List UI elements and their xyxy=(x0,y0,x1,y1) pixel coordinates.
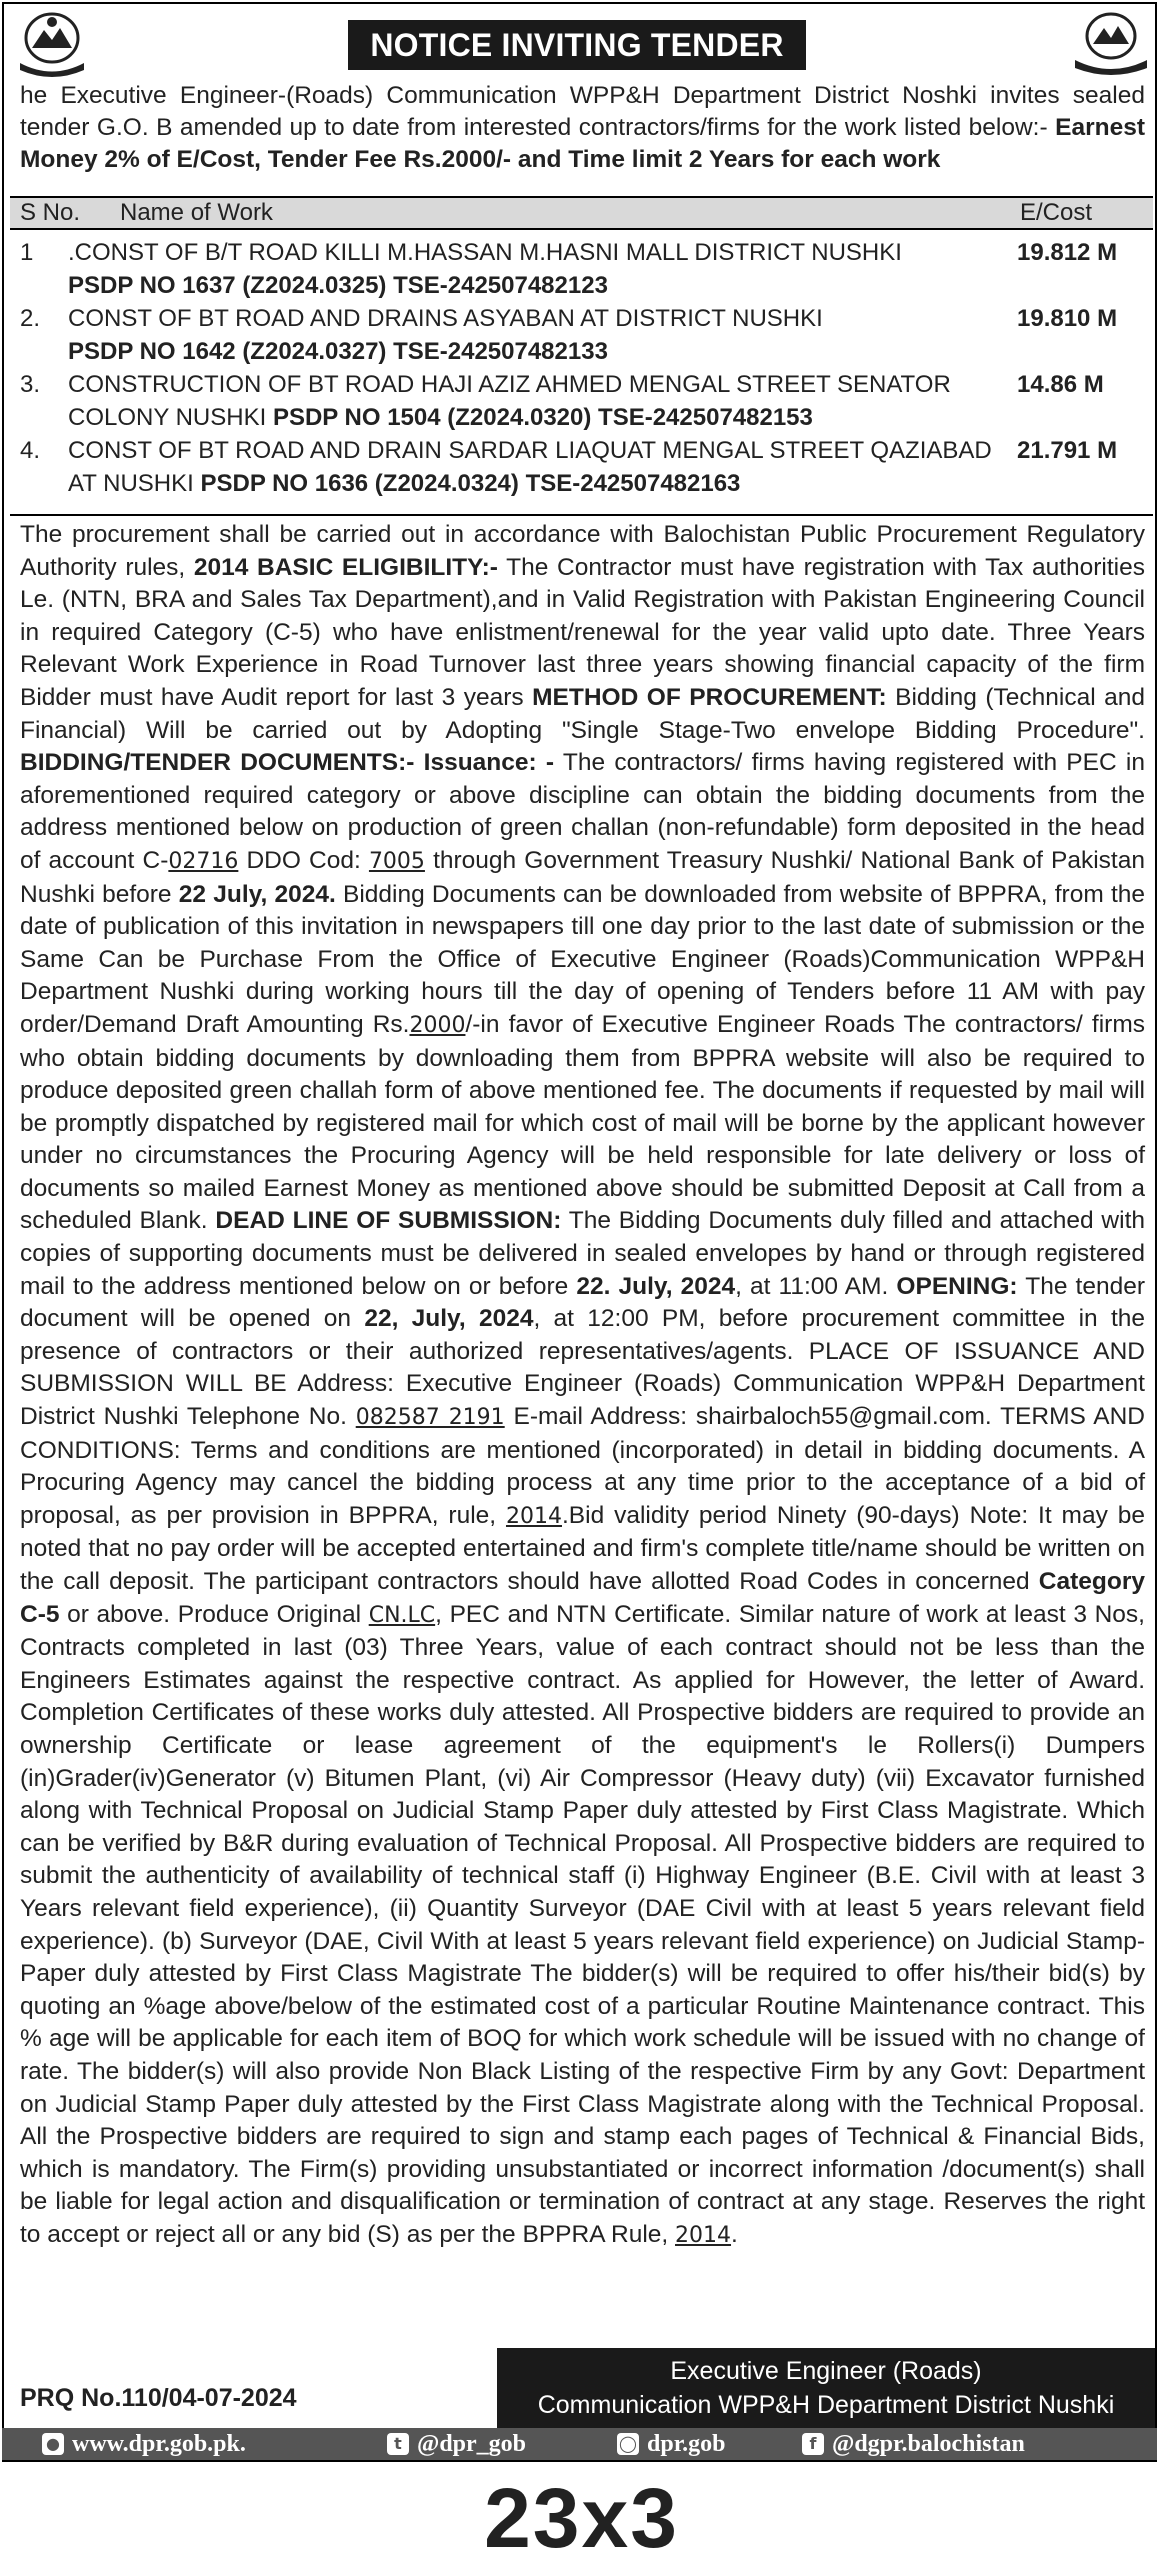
header-ecost: E/Cost xyxy=(1020,199,1093,226)
body-text: through Government Treasury Nushki/ National Bank of Pakistan Nushki before xyxy=(20,846,1145,908)
website-text: www.dpr.gob.pk. xyxy=(72,2431,246,2457)
body-bold: Category C-5 xyxy=(20,1568,1145,1628)
row-psdp: PSDP NO 1504 (Z2024.0320) TSE-242507482153 xyxy=(272,404,813,431)
body-text: The contractors/ firms having registered with PEC in aforementioned required category or above discipline can obtain the bidding documents from the address mentioned below on production of green challan (non-refundable) form deposited in the head of account C- xyxy=(20,749,1145,874)
body-bold: OPENING: xyxy=(896,1272,1018,1300)
table-divider xyxy=(10,514,1153,516)
social-bar xyxy=(2,2428,1157,2460)
body-text: , at 11:00 AM. xyxy=(735,1272,897,1300)
works-table xyxy=(20,236,1150,500)
body-underline: CN.LC xyxy=(368,1602,436,1628)
body-bold: 22, July, 2024 xyxy=(364,1305,534,1333)
body-bold: METHOD OF PROCUREMENT: xyxy=(532,683,887,711)
facebook-link[interactable] xyxy=(802,2428,1025,2460)
table-row xyxy=(20,434,1150,500)
table-row xyxy=(20,302,1150,368)
instagram-handle: dpr.gob xyxy=(647,2431,726,2457)
row-work-name: CONST OF BT ROAD AND DRAINS ASYABAN AT DISTRICT NUSHKI xyxy=(68,305,823,332)
intro-text: he Executive Engineer-(Roads) Communication WPP&H Department District Noshki invites sealed tender G.O. B amended up to date from interested contractors/firms for the work listed below:- xyxy=(20,82,1145,141)
body-underline: 7005 xyxy=(368,848,425,874)
body-text: .Bid validity period Ninety (90-days) Note: It may be noted that no pay order will be accepted entertained and firm's complete title/name should be written on the call deposit. The participant contractors should have allotted Road Codes in concerned xyxy=(20,1501,1145,1595)
body-text: Bidding Documents can be downloaded from website of BPPRA, from the date of publication of this invitation in newspapers till one day prior to the last date of submission or the Same Can be Purchase From the Office of Executive Engineer (Roads)Communication WPP&H Department Nushki during working hours till the day of opening of Tenders before 11 AM with pay order/Demand Draft Amounting Rs. xyxy=(20,880,1146,1038)
signer-block xyxy=(497,2348,1155,2428)
row-cost: 19.812 M xyxy=(1017,239,1118,266)
balochistan-emblem-logo xyxy=(12,8,92,78)
terms-paragraph xyxy=(20,519,1145,2252)
header-name-of-work: Name of Work xyxy=(120,199,273,226)
instagram-link[interactable] xyxy=(617,2428,726,2460)
body-underline: 082587 2191 xyxy=(355,1405,505,1431)
row-cost: 14.86 M xyxy=(1017,371,1104,398)
body-text: DDO Cod: xyxy=(238,846,369,874)
body-bold: BIDDING/TENDER DOCUMENTS:- Issuance: - xyxy=(20,749,555,777)
body-underline: 2014 xyxy=(675,2222,732,2248)
twitter-link[interactable] xyxy=(387,2428,526,2460)
body-bold: DEAD LINE OF SUBMISSION: xyxy=(215,1207,562,1235)
body-underline: 02716 xyxy=(168,848,239,874)
body-underline: 2014 xyxy=(505,1503,562,1529)
twitter-icon: t xyxy=(387,2433,409,2455)
row-work-name: CONSTRUCTION OF BT ROAD HAJI AZIZ AHMED MENGAL STREET SENATOR COLONY NUSHKI xyxy=(68,371,951,431)
website-link[interactable] xyxy=(42,2428,246,2460)
body-text: The procurement shall be carried out in accordance with Balochistan Public Procurement Regulatory Authority rules, xyxy=(20,521,1145,581)
ad-size-label: 23x3 xyxy=(484,2471,679,2565)
intro-earnest-money: Earnest Money 2% of E/Cost, Tender Fee Rs.2000/- and Time limit 2 Years for each work xyxy=(20,114,1145,173)
body-text: /-in favor of Executive Engineer Roads The contractors/ firms who obtain bidding documents by downloading them from BPPRA website will also be required to produce deposited green challah form of above mentioned fee. The documents if requested by mail will be promptly dispatched by registered mail for which cost of mail will be borne by the applicant however under no circumstances the Procuring Agency will be held responsible for late delivery or loss of documents so mailed Earnest Money as mentioned above should be submitted Deposit at Call from a scheduled Blank. xyxy=(20,1010,1145,1235)
row-number: 3. xyxy=(20,371,41,398)
body-underline: 2000 xyxy=(409,1012,466,1038)
row-work-name: CONST OF BT ROAD AND DRAIN SARDAR LIAQUAT MENGAL STREET QAZIABAD AT NUSHKI xyxy=(68,437,992,497)
row-number: 2. xyxy=(20,305,41,332)
instagram-icon: ◯ xyxy=(617,2433,639,2455)
body-text: The Contractor must have registration with Tax authorities Le. (NTN, BRA and Sales Tax Department),and in Valid Registration with Pakistan Engineering Council in required Category (C-5) who have enlistment/renewal for the year valid upto date. Three Years Relevant Work Experience in Road Turnover last three years showing financial capacity of the firm Bidder must have Audit report for last 3 years xyxy=(20,553,1145,711)
body-text: , PEC and NTN Certificate. Similar nature of work at least 3 Nos, Contracts completed in last (03) Three Years, value of each contract should not be less than the Engineers Estimates against the respective contract. As applied for However, the letter of Award. Completion Certificates of these works duly attested. All Prospective bidders are required to provide an ownership Certificate or lease agreement of the equipment's le Rollers(i) Dumpers (in)Grader(iv)Generator (v) Bitumen Plant, (vi) Air Compressor (Heavy duty) (vii) Excavator furnished along with Technical Proposal on Judicial Stamp Paper duly attested by First Class Magistrate. Which can be verified by B&R during evaluation of Technical Proposal. All Prospective bidders are required to submit the authenticity of availability of technical staff (i) Highway Engineer (B.E. Civil with at least 3 Years relevant field experience), (ii) Quantity Surveyor (DAE Civil with at least 5 years relevant field experience). (b) Surveyor (DAE, Civil With at least 5 years relevant field experience) on Judicial Stamp-Paper duly attested by First Class Magistrate The bidder(s) will be required to offer his/their bid(s) by quoting an %age above/below of the estimated cost of a particular Routine Maintenance contract. This % age will be applicable for each item of BOQ for which work schedule will be issued with no change of rate. The bidder(s) will also provide Non Black Listing of the respective Firm by any Govt: Department on Judicial Stamp Paper duly attested by the First Class Magistrate along with the Technical Proposal. All the Prospective bidders are required to sign and stamp each pages of Technical & Financial Bids, which is mandatory. The Firm(s) providing unsubstantiated or incorrect information /document(s) shall be liable for legal action and disqualification or termination of contract at any stage. Reserves the right to accept or reject all or any bid (S) as per the BPPRA Rule, xyxy=(20,1600,1145,2248)
body-text: E-mail Address: shairbaloch55@gmail.com. TERMS AND CONDITIONS: Terms and conditions are mentioned (incorporated) in detail in bidding documents. A Procuring Agency may cancel the bidding process at any time prior to the acceptance of a bid of proposal, as per provision in BPPRA, rule, xyxy=(20,1403,1146,1529)
row-number: 4. xyxy=(20,437,41,464)
prq-number: PRQ No.110/04-07-2024 xyxy=(20,2384,297,2412)
body-text: The tender document will be opened on xyxy=(20,1272,1146,1333)
intro-paragraph xyxy=(20,80,1145,176)
body-text: . xyxy=(731,2220,738,2248)
row-psdp: PSDP NO 1642 (Z2024.0327) TSE-242507482133 xyxy=(68,338,608,365)
row-psdp: PSDP NO 1636 (Z2024.0324) TSE-242507482163 xyxy=(200,470,741,497)
table-row xyxy=(20,368,1150,434)
body-bold: 2014 BASIC ELIGIBILITY:- xyxy=(193,553,498,581)
row-psdp: PSDP NO 1637 (Z2024.0325) TSE-242507482123 xyxy=(68,272,608,299)
signer-department: Communication WPP&H Department District Nushki xyxy=(537,2391,1115,2419)
twitter-handle: @dpr_gob xyxy=(417,2431,527,2457)
body-bold: 22 July, 2024. xyxy=(178,880,336,908)
balochistan-emblem-logo-right xyxy=(1071,8,1151,78)
globe-icon: ● xyxy=(42,2433,64,2455)
body-text: or above. Produce Original xyxy=(59,1600,369,1628)
row-work-name: .CONST OF B/T ROAD KILLI M.HASSAN M.HASNI MALL DISTRICT NUSHKI xyxy=(68,239,902,266)
facebook-icon: f xyxy=(802,2433,824,2455)
row-cost: 19.810 M xyxy=(1017,305,1118,332)
row-cost: 21.791 M xyxy=(1017,437,1118,464)
body-text: The Bidding Documents duly filled and attached with copies of supporting documents must be delivered in sealed envelopes by hand or through registered mail to the address mentioned below on or before xyxy=(20,1207,1146,1300)
table-row xyxy=(20,236,1150,302)
body-text: , at 12:00 PM, before procurement committee in the presence of contractors or their authorized representatives/agents. PLACE OF ISSUANCE AND SUBMISSION WILL BE Address: Executive Engineer (Roads) Communication WPP&H Department District Nushki Telephone No. xyxy=(20,1305,1145,1431)
row-number: 1 xyxy=(20,239,34,266)
header-sno: S No. xyxy=(20,199,81,226)
body-text: Bidding (Technical and Financial) Will be carried out by Adopting "Single Stage-Two envelope Bidding Procedure". xyxy=(20,683,1145,744)
works-table-header xyxy=(10,196,1153,230)
facebook-handle: @dgpr.balochistan xyxy=(832,2431,1025,2457)
body-bold: 22. July, 2024 xyxy=(576,1272,736,1300)
notice-title: NOTICE INVITING TENDER xyxy=(348,20,806,70)
signer-title: Executive Engineer (Roads) xyxy=(670,2357,982,2385)
